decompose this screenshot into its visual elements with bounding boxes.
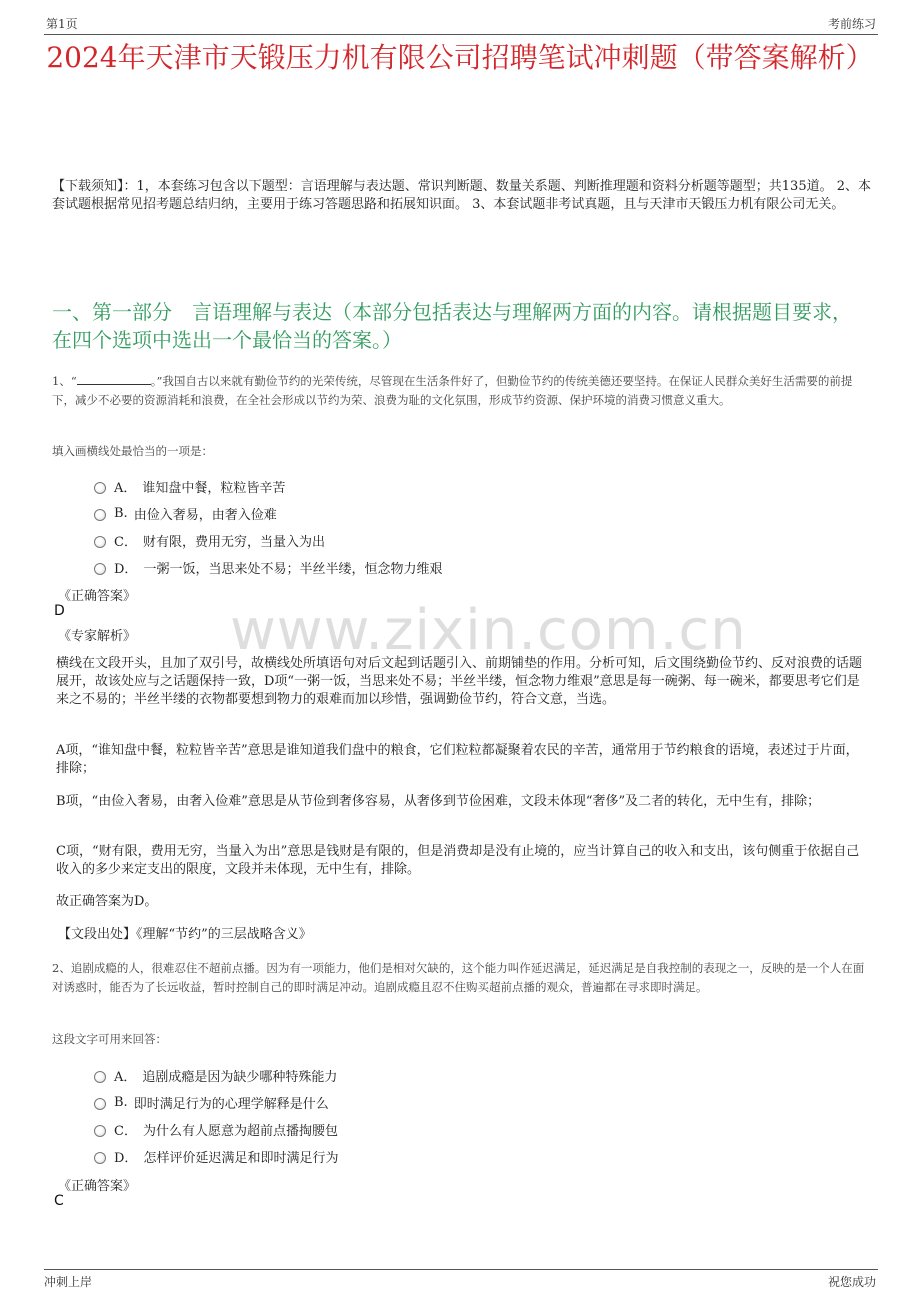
radio-icon[interactable] xyxy=(94,482,106,494)
option-text: 追剧成瘾是因为缺少哪种特殊能力 xyxy=(142,1069,338,1085)
q2-option-d[interactable] xyxy=(94,1145,338,1167)
q1-analysis-conclusion: 故正确答案为D。 xyxy=(56,894,158,909)
q1-analysis-para-4: C项，“财有限，费用无穷，当量入为出”意思是钱财是有限的，但是消费却是没有止境的，应当计算自己的收入和支出，该句侧重于依据自己收入的多少来定支出的限度，文段并未体现，无中生有，排除。 xyxy=(56,844,860,877)
q2-answer-label: 《正确答案》 xyxy=(58,1179,137,1194)
option-letter: B. xyxy=(114,505,128,521)
option-text: 谁知盘中餐，粒粒皆辛苦 xyxy=(142,480,286,496)
q1-option-a[interactable] xyxy=(94,475,285,497)
option-letter: D． xyxy=(114,1150,138,1166)
q1-source: 【文段出处】《理解“节约”的三层战略含义》 xyxy=(58,927,312,942)
section-heading: 一、第一部分 言语理解与表达（本部分包括表达与理解两方面的内容。请根据题目要求，在四个选项中选出一个最恰当的答案。） xyxy=(52,300,852,352)
document-title: 2024年天津市天锻压力机有限公司招聘笔试冲刺题（带答案解析） xyxy=(46,41,874,74)
option-text: 即时满足行为的心理学解释是什么 xyxy=(133,1096,329,1112)
option-letter: A． xyxy=(114,480,137,496)
option-text: 怎样评价延迟满足和即时满足行为 xyxy=(143,1150,339,1166)
download-notice: 【下载须知】：1，本套练习包含以下题型：言语理解与表达题、常识判断题、数量关系题、判断推理题和资料分析题等题型；共135道。 2、本套试题根据常见招考题总结归纳，主要用于练习答题思路和拓展知识面。 3、本套试题非考试真题，且与天津市天锻压力机有限公司无关。 xyxy=(52,179,871,212)
option-text: 财有限，费用无穷，当量入为出 xyxy=(142,534,325,550)
question-1-text: 。”我国自古以来就有勤俭节约的光荣传统，尽管现在生活条件好了，但勤俭节约的传统美德还要坚持。在保证人民群众美好生活需要的前提下，减少不必要的资源消耗和浪费，在全社会形成以节约为荣、浪费为耻的文化氛围，形成节约资源、保护环境的消费习惯意义重大。 xyxy=(52,374,853,407)
radio-icon[interactable] xyxy=(94,509,106,521)
option-text: 一粥一饭，当思来处不易；半丝半缕，恒念物力维艰 xyxy=(143,561,443,577)
question-1-prompt: 填入画横线处最恰当的一项是： xyxy=(52,444,213,458)
option-letter: D． xyxy=(114,561,138,577)
question-1-prefix: 1、“ xyxy=(52,374,77,388)
footer-divider xyxy=(44,1269,878,1270)
radio-icon[interactable] xyxy=(94,1125,106,1137)
q1-option-b[interactable] xyxy=(94,502,277,524)
question-2-prompt: 这段文字可用来回答： xyxy=(52,1032,167,1046)
q2-option-c[interactable] xyxy=(94,1118,338,1140)
option-text: 由俭入奢易，由奢入俭难 xyxy=(133,507,277,523)
option-letter: B. xyxy=(114,1094,128,1110)
q1-answer: D xyxy=(54,603,65,619)
footer-right-label: 祝您成功 xyxy=(827,1275,876,1289)
q1-option-c[interactable] xyxy=(94,529,325,551)
radio-icon[interactable] xyxy=(94,536,106,548)
footer-left-label: 冲刺上岸 xyxy=(44,1275,93,1289)
q1-analysis-para-1: 横线在文段开头，且加了双引号，故横线处所填语句对后文起到话题引入、前期铺垫的作用。分析可知，后文围绕勤俭节约、反对浪费的话题展开，故该处应与之话题保持一致，D项“一粥一饭，当思来处不易；半丝半缕，恒念物力维艰”意思是每一碗粥、每一碗米，都要思考它们是来之不易的；半丝半缕的衣物都要想到物力的艰难而加以珍惜，强调勤俭节约，符合文意，当选。 xyxy=(56,656,863,707)
radio-icon[interactable] xyxy=(94,1071,106,1083)
header-right-label: 考前练习 xyxy=(827,17,876,31)
q1-option-d[interactable] xyxy=(94,556,442,578)
option-letter: C． xyxy=(114,534,137,550)
header-divider xyxy=(44,34,878,35)
option-text: 为什么有人愿意为超前点播掏腰包 xyxy=(142,1123,338,1139)
q1-analysis-para-3: B项，“由俭入奢易，由奢入俭难”意思是从节俭到奢侈容易，从奢侈到节俭困难，文段未体现“奢侈”及二者的转化，无中生有，排除； xyxy=(56,794,821,809)
q2-option-b[interactable] xyxy=(94,1091,329,1113)
q1-answer-label: 《正确答案》 xyxy=(58,589,137,604)
q2-answer: C xyxy=(54,1193,64,1209)
q2-option-a[interactable] xyxy=(94,1064,337,1086)
q1-analysis-para-2: A项，“谁知盘中餐，粒粒皆辛苦”意思是谁知道我们盘中的粮食，它们粒粒都凝聚着农民的辛苦，通常用于节约粮食的语境，表述过于片面，排除； xyxy=(56,743,859,776)
option-letter: C． xyxy=(114,1123,137,1139)
radio-icon[interactable] xyxy=(94,1152,106,1164)
question-2: 2、追剧成瘾的人，很难忍住不超前点播。因为有一项能力，他们是相对欠缺的，这个能力叫作延迟满足，延迟满足是自我控制的表现之一，反映的是一个人在面对诱惑时，能否为了长远收益，暂时控制自己的即时满足冲动。追剧成瘾且忍不住购买超前点播的观众，普遍都在寻求即时满足。 xyxy=(52,961,865,994)
radio-icon[interactable] xyxy=(94,563,106,575)
radio-icon[interactable] xyxy=(94,1098,106,1110)
page-number: 第1页 xyxy=(46,17,78,31)
q1-analysis-label: 《专家解析》 xyxy=(58,629,137,644)
question-1 xyxy=(52,372,868,410)
option-letter: A． xyxy=(114,1069,137,1085)
watermark: www.zixin.com.cn xyxy=(230,598,747,663)
question-1-blank xyxy=(77,373,151,385)
